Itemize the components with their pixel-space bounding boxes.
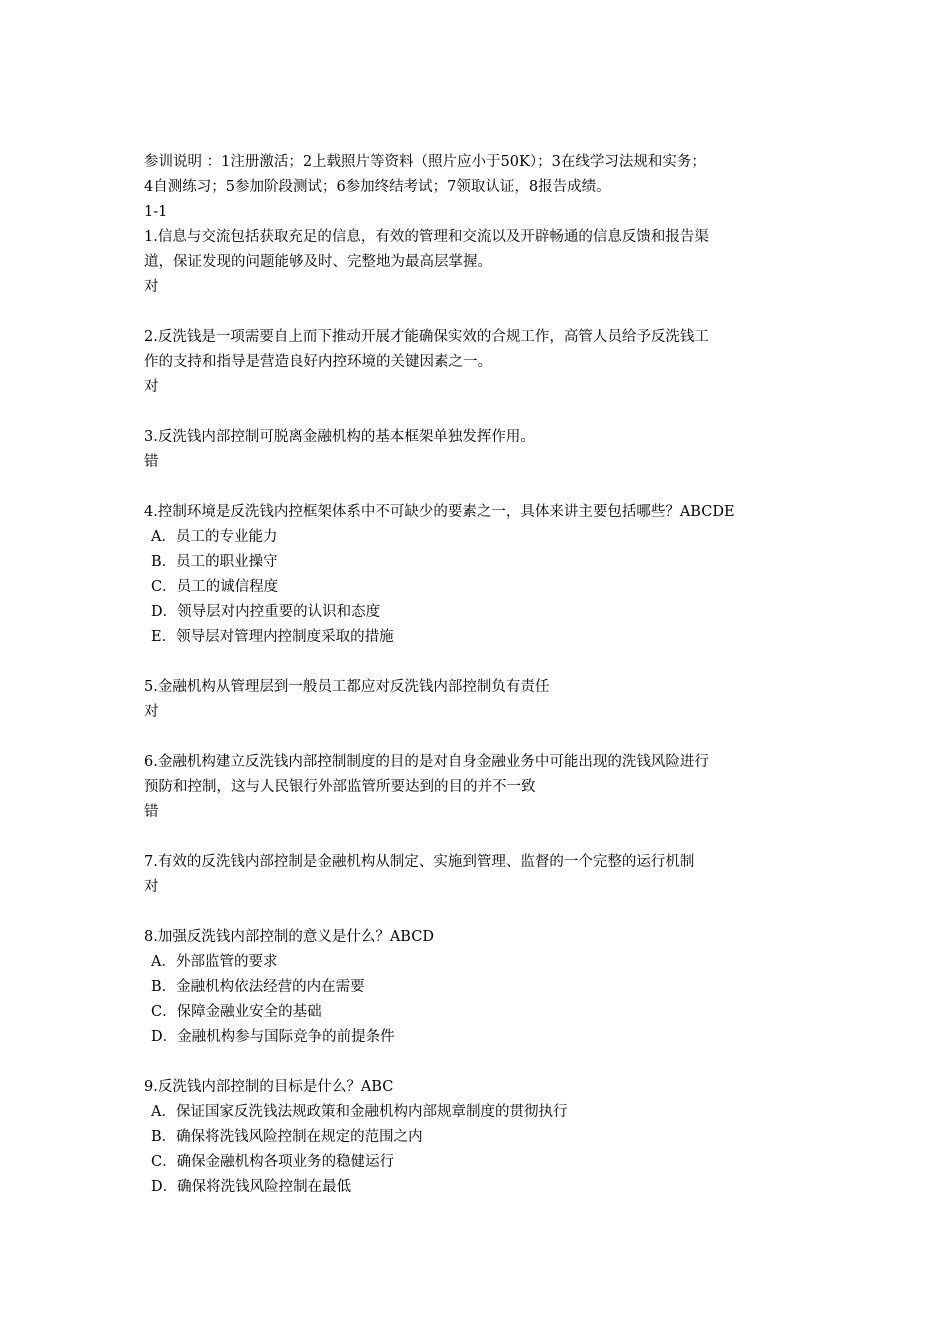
question-text: 9.反洗钱内部控制的目标是什么？ABC bbox=[144, 1079, 394, 1095]
question-text: 7.有效的反洗钱内部控制是金融机构从制定、实施到管理、监督的一个完整的运行机制 bbox=[144, 854, 695, 870]
blank-line bbox=[144, 475, 814, 500]
option-item: D．金融机构参与国际竞争的前提条件 bbox=[151, 1029, 395, 1045]
blank-line bbox=[144, 300, 814, 325]
option-item: C．确保金融机构各项业务的稳健运行 bbox=[151, 1154, 395, 1170]
option-item: B．金融机构依法经营的内在需要 bbox=[151, 979, 365, 995]
question-7 bbox=[144, 850, 814, 900]
option-item: D．领导层对内控重要的认识和态度 bbox=[151, 604, 381, 620]
blank-line bbox=[144, 650, 814, 675]
option-item: C．保障金融业安全的基础 bbox=[151, 1004, 322, 1020]
intro-line: 参训说明 ：1注册激活；2上载照片等资料（照片应小于50K）；3在线学习法规和实务； bbox=[144, 154, 706, 170]
option-item: A．保证国家反洗钱法规政策和金融机构内部规章制度的贯彻执行 bbox=[151, 1104, 568, 1120]
blank-line bbox=[144, 900, 814, 925]
option-item: B．员工的职业操守 bbox=[151, 554, 278, 570]
answer-text: 对 bbox=[144, 879, 159, 895]
question-text: 2.反洗钱是一项需要自上而下推动开展才能确保实效的合规工作，高管人员给予反洗钱工 bbox=[144, 329, 709, 345]
option-item: E．领导层对管理内控制度采取的措施 bbox=[151, 629, 394, 645]
question-text: 道，保证发现的问题能够及时、完整地为最高层掌握。 bbox=[144, 254, 492, 270]
answer-text: 对 bbox=[144, 279, 159, 295]
question-8 bbox=[144, 925, 814, 1050]
intro-line: 4自测练习；5参加阶段测试；6参加终结考试；7领取认证，8报告成绩。 bbox=[144, 179, 611, 195]
section-label: 1-1 bbox=[144, 204, 168, 220]
option-item: A．外部监管的要求 bbox=[151, 954, 278, 970]
question-6 bbox=[144, 750, 814, 825]
question-9 bbox=[144, 1075, 814, 1200]
question-text: 3.反洗钱内部控制可脱离金融机构的基本框架单独发挥作用。 bbox=[144, 429, 535, 445]
question-text: 6.金融机构建立反洗钱内部控制制度的目的是对自身金融业务中可能出现的洗钱风险进行 bbox=[144, 754, 709, 770]
answer-text: 错 bbox=[144, 454, 159, 470]
question-5 bbox=[144, 675, 814, 725]
option-item: D．确保将洗钱风险控制在最低 bbox=[151, 1179, 352, 1195]
blank-line bbox=[144, 725, 814, 750]
question-text: 8.加强反洗钱内部控制的意义是什么？ABCD bbox=[144, 929, 434, 945]
option-item: C．员工的诚信程度 bbox=[151, 579, 279, 595]
answer-text: 对 bbox=[144, 379, 159, 395]
blank-line bbox=[144, 1050, 814, 1075]
answer-text: 错 bbox=[144, 804, 159, 820]
question-4 bbox=[144, 500, 814, 650]
question-text: 作的支持和指导是营造良好内控环境的关键因素之一。 bbox=[144, 354, 492, 370]
question-3 bbox=[144, 425, 814, 475]
blank-line bbox=[144, 400, 814, 425]
answer-text: 对 bbox=[144, 704, 159, 720]
document-page bbox=[144, 150, 814, 1200]
option-item: A．员工的专业能力 bbox=[151, 529, 278, 545]
question-1 bbox=[144, 225, 814, 300]
question-text: 1.信息与交流包括获取充足的信息，有效的管理和交流以及开辟畅通的信息反馈和报告渠 bbox=[144, 229, 709, 245]
option-item: B．确保将洗钱风险控制在规定的范围之内 bbox=[151, 1129, 423, 1145]
question-2 bbox=[144, 325, 814, 400]
intro-paragraph bbox=[144, 150, 814, 200]
question-text: 预防和控制，这与人民银行外部监管所要达到的目的并不一致 bbox=[144, 779, 536, 795]
blank-line bbox=[144, 825, 814, 850]
question-text: 5.金融机构从管理层到一般员工都应对反洗钱内部控制负有责任 bbox=[144, 679, 550, 695]
question-text: 4.控制环境是反洗钱内控框架体系中不可缺少的要素之一，具体来讲主要包括哪些？ABCDE bbox=[144, 504, 735, 520]
